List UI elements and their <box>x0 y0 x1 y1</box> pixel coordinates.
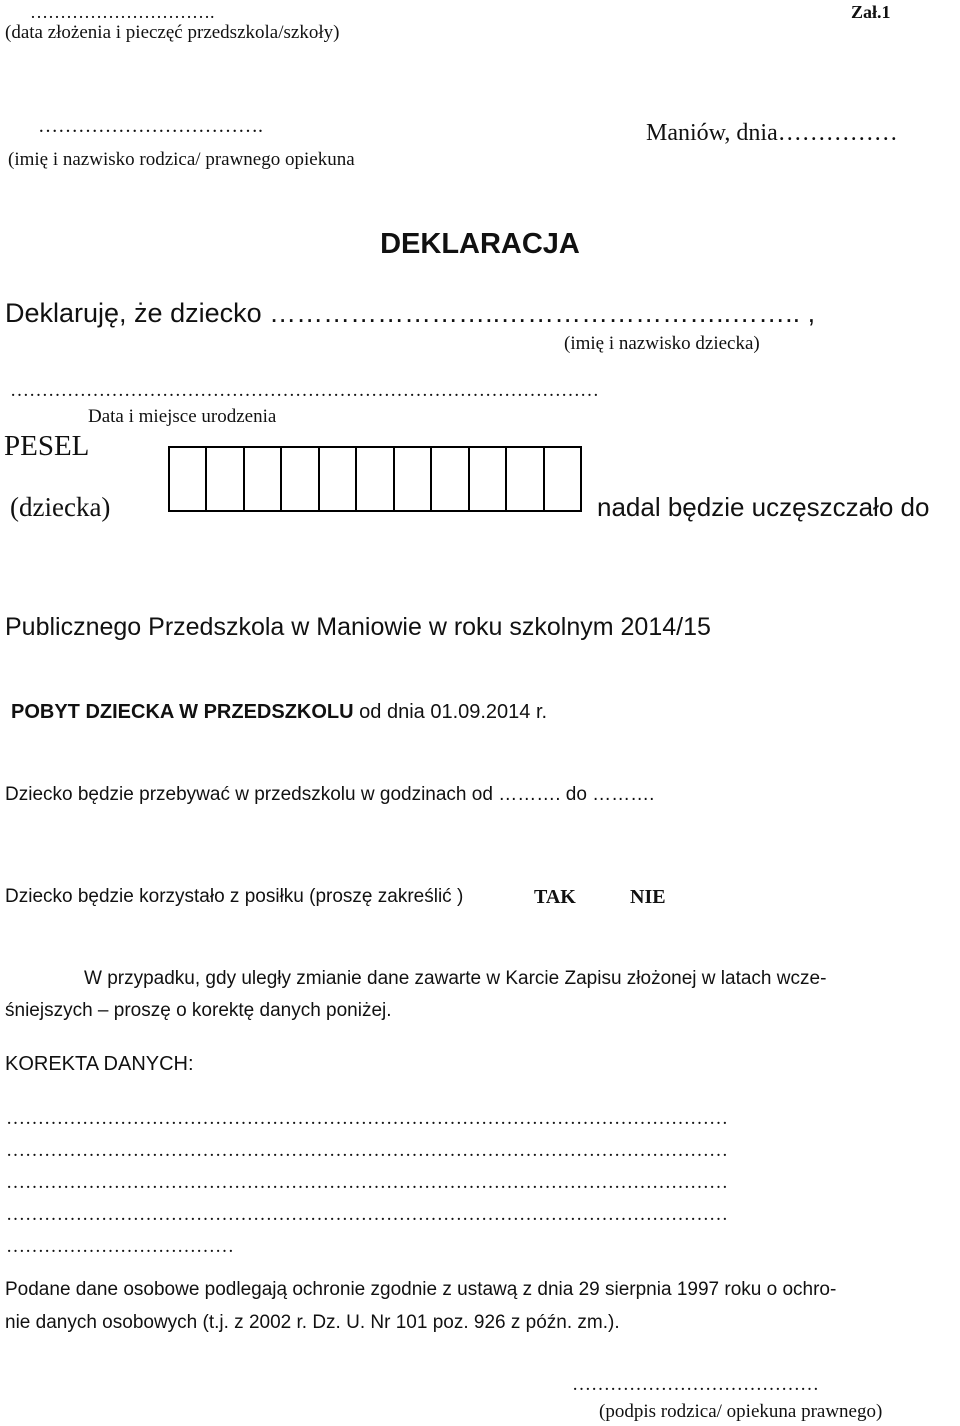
pesel-sublabel: (dziecka) <box>10 492 111 522</box>
document-title: DEKLARACJA <box>380 228 580 260</box>
pesel-digit-cell[interactable] <box>282 448 319 510</box>
pesel-digit-cell[interactable] <box>357 448 394 510</box>
meal-yes-option[interactable]: TAK <box>534 886 576 908</box>
meal-question: Dziecko będzie korzystało z posiłku (proszę zakreślić ) <box>5 886 464 907</box>
signature-dots: ………………………………… <box>572 1374 819 1395</box>
stamp-dots: …………………………. <box>30 2 215 22</box>
stay-date: od dnia 01.09.2014 r. <box>359 701 548 723</box>
correction-heading: KOREKTA DANYCH: <box>5 1053 194 1075</box>
pesel-digit-cell[interactable] <box>470 448 507 510</box>
correction-line-2[interactable]: …………………………………………………………………………………………………… <box>6 1140 728 1161</box>
hours-line: Dziecko będzie przebywać w przedszkolu w godzinach od ………. do ………. <box>5 784 655 805</box>
pesel-grid[interactable] <box>168 446 582 512</box>
correction-line-4[interactable]: …………………………………………………………………………………………………… <box>6 1204 728 1225</box>
pesel-digit-cell[interactable] <box>170 448 207 510</box>
pesel-label: PESEL <box>4 430 90 462</box>
attendance-continuation: nadal będzie uczęszczało do <box>597 492 930 522</box>
change-note-line-1: W przypadku, gdy uległy zmianie dane zawarte w Karcie Zapisu złożonej w latach wcze- <box>84 968 827 989</box>
school-stamp-caption: (data złożenia i pieczęć przedszkola/szkoły) <box>5 22 340 43</box>
correction-line-3[interactable]: …………………………………………………………………………………………………… <box>6 1172 728 1193</box>
birth-caption: Data i miejsce urodzenia <box>88 406 277 427</box>
privacy-line-1: Podane dane osobowe podlegają ochronie zgodnie z ustawą z dnia 29 sierpnia 1997 roku o ochro- <box>5 1279 837 1300</box>
pesel-digit-cell[interactable] <box>432 448 469 510</box>
pesel-digit-cell[interactable] <box>507 448 544 510</box>
parent-name-dots: ……………………………. <box>38 115 263 137</box>
place-date: Maniów, dnia…………… <box>646 120 898 146</box>
school-line: Publicznego Przedszkola w Maniowie w roku szkolnym 2014/15 <box>5 613 711 641</box>
change-note-line-2: śniejszych – proszę o korektę danych poniżej. <box>5 1000 392 1021</box>
meal-no-option[interactable]: NIE <box>630 886 666 908</box>
signature-caption: (podpis rodzica/ opiekuna prawnego) <box>599 1401 883 1422</box>
stay-line <box>11 701 547 724</box>
pesel-digit-cell[interactable] <box>245 448 282 510</box>
declaration-line: Deklaruję, że dziecko ……………………..……………………..…….. , <box>5 298 816 328</box>
correction-line-5[interactable]: ……………………………… <box>6 1236 234 1257</box>
pesel-digit-cell[interactable] <box>207 448 244 510</box>
attachment-label: Zał.1 <box>851 2 891 22</box>
pesel-digit-cell[interactable] <box>545 448 580 510</box>
pesel-digit-cell[interactable] <box>320 448 357 510</box>
correction-line-1[interactable]: …………………………………………………………………………………………………… <box>6 1108 728 1129</box>
child-name-caption: (imię i nazwisko dziecka) <box>564 333 760 354</box>
birth-dots: ………………………………………………………………………………… <box>10 380 599 401</box>
privacy-line-2: nie danych osobowych (t.j. z 2002 r. Dz. U. Nr 101 poz. 926 z późn. zm.). <box>5 1312 620 1333</box>
pesel-digit-cell[interactable] <box>395 448 432 510</box>
stay-heading: POBYT DZIECKA W PRZEDSZKOLU <box>11 701 354 723</box>
parent-name-caption: (imię i nazwisko rodzica/ prawnego opiekuna <box>8 149 355 170</box>
